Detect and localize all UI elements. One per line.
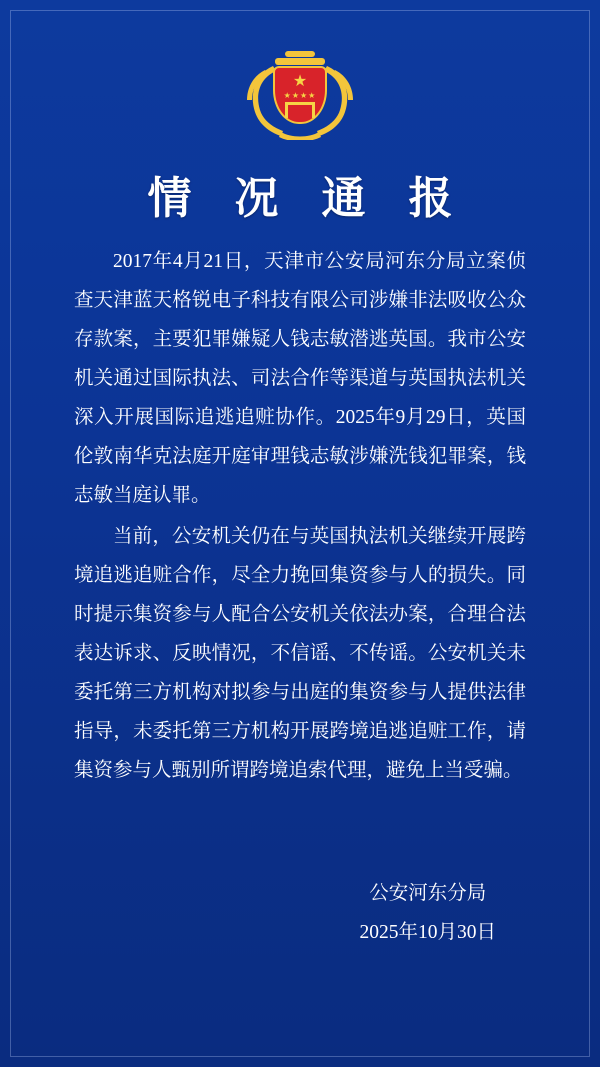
paragraph-1: 2017年4月21日，天津市公安局河东分局立案侦查天津蓝天格锐电子科技有限公司涉嫌非法吸收公众存款案，主要犯罪嫌疑人钱志敏潜逃英国。我市公安机关通过国际执法、司法合作等渠道与英国执法机关深入开展国际追逃追赃协作。2025年9月29日，英国伦敦南华克法庭开庭审理钱志敏涉嫌洗钱犯罪案，钱志敏当庭认罪。 (74, 251, 526, 506)
signature-block (359, 874, 496, 952)
signature-date: 2025年10月30日 (359, 922, 496, 943)
page-title: 情 况 通 报 (147, 174, 469, 223)
signature-issuer: 公安河东分局 (369, 883, 487, 904)
notice-body (74, 242, 526, 792)
gate-shape-icon (285, 102, 315, 118)
police-badge-emblem-icon (241, 46, 359, 142)
shield-small-stars-icon: ★★★★ (283, 91, 317, 100)
paragraph-2: 当前，公安机关仍在与英国执法机关继续开展跨境追逃追赃合作，尽全力挽回集资参与人的损失。同时提示集资参与人配合公安机关依法办案，合理合法表达诉求、反映情况，不信谣、不传谣。公安机关未委托第三方机构对拟参与出庭的集资参与人提供法律指导，未委托第三方机构开展跨境追逃追赃工作，请集资参与人甄别所谓跨境追索代理，避免上当受骗。 (74, 526, 526, 781)
emblem-container (0, 46, 600, 142)
shield-star-icon: ★ (292, 73, 308, 90)
